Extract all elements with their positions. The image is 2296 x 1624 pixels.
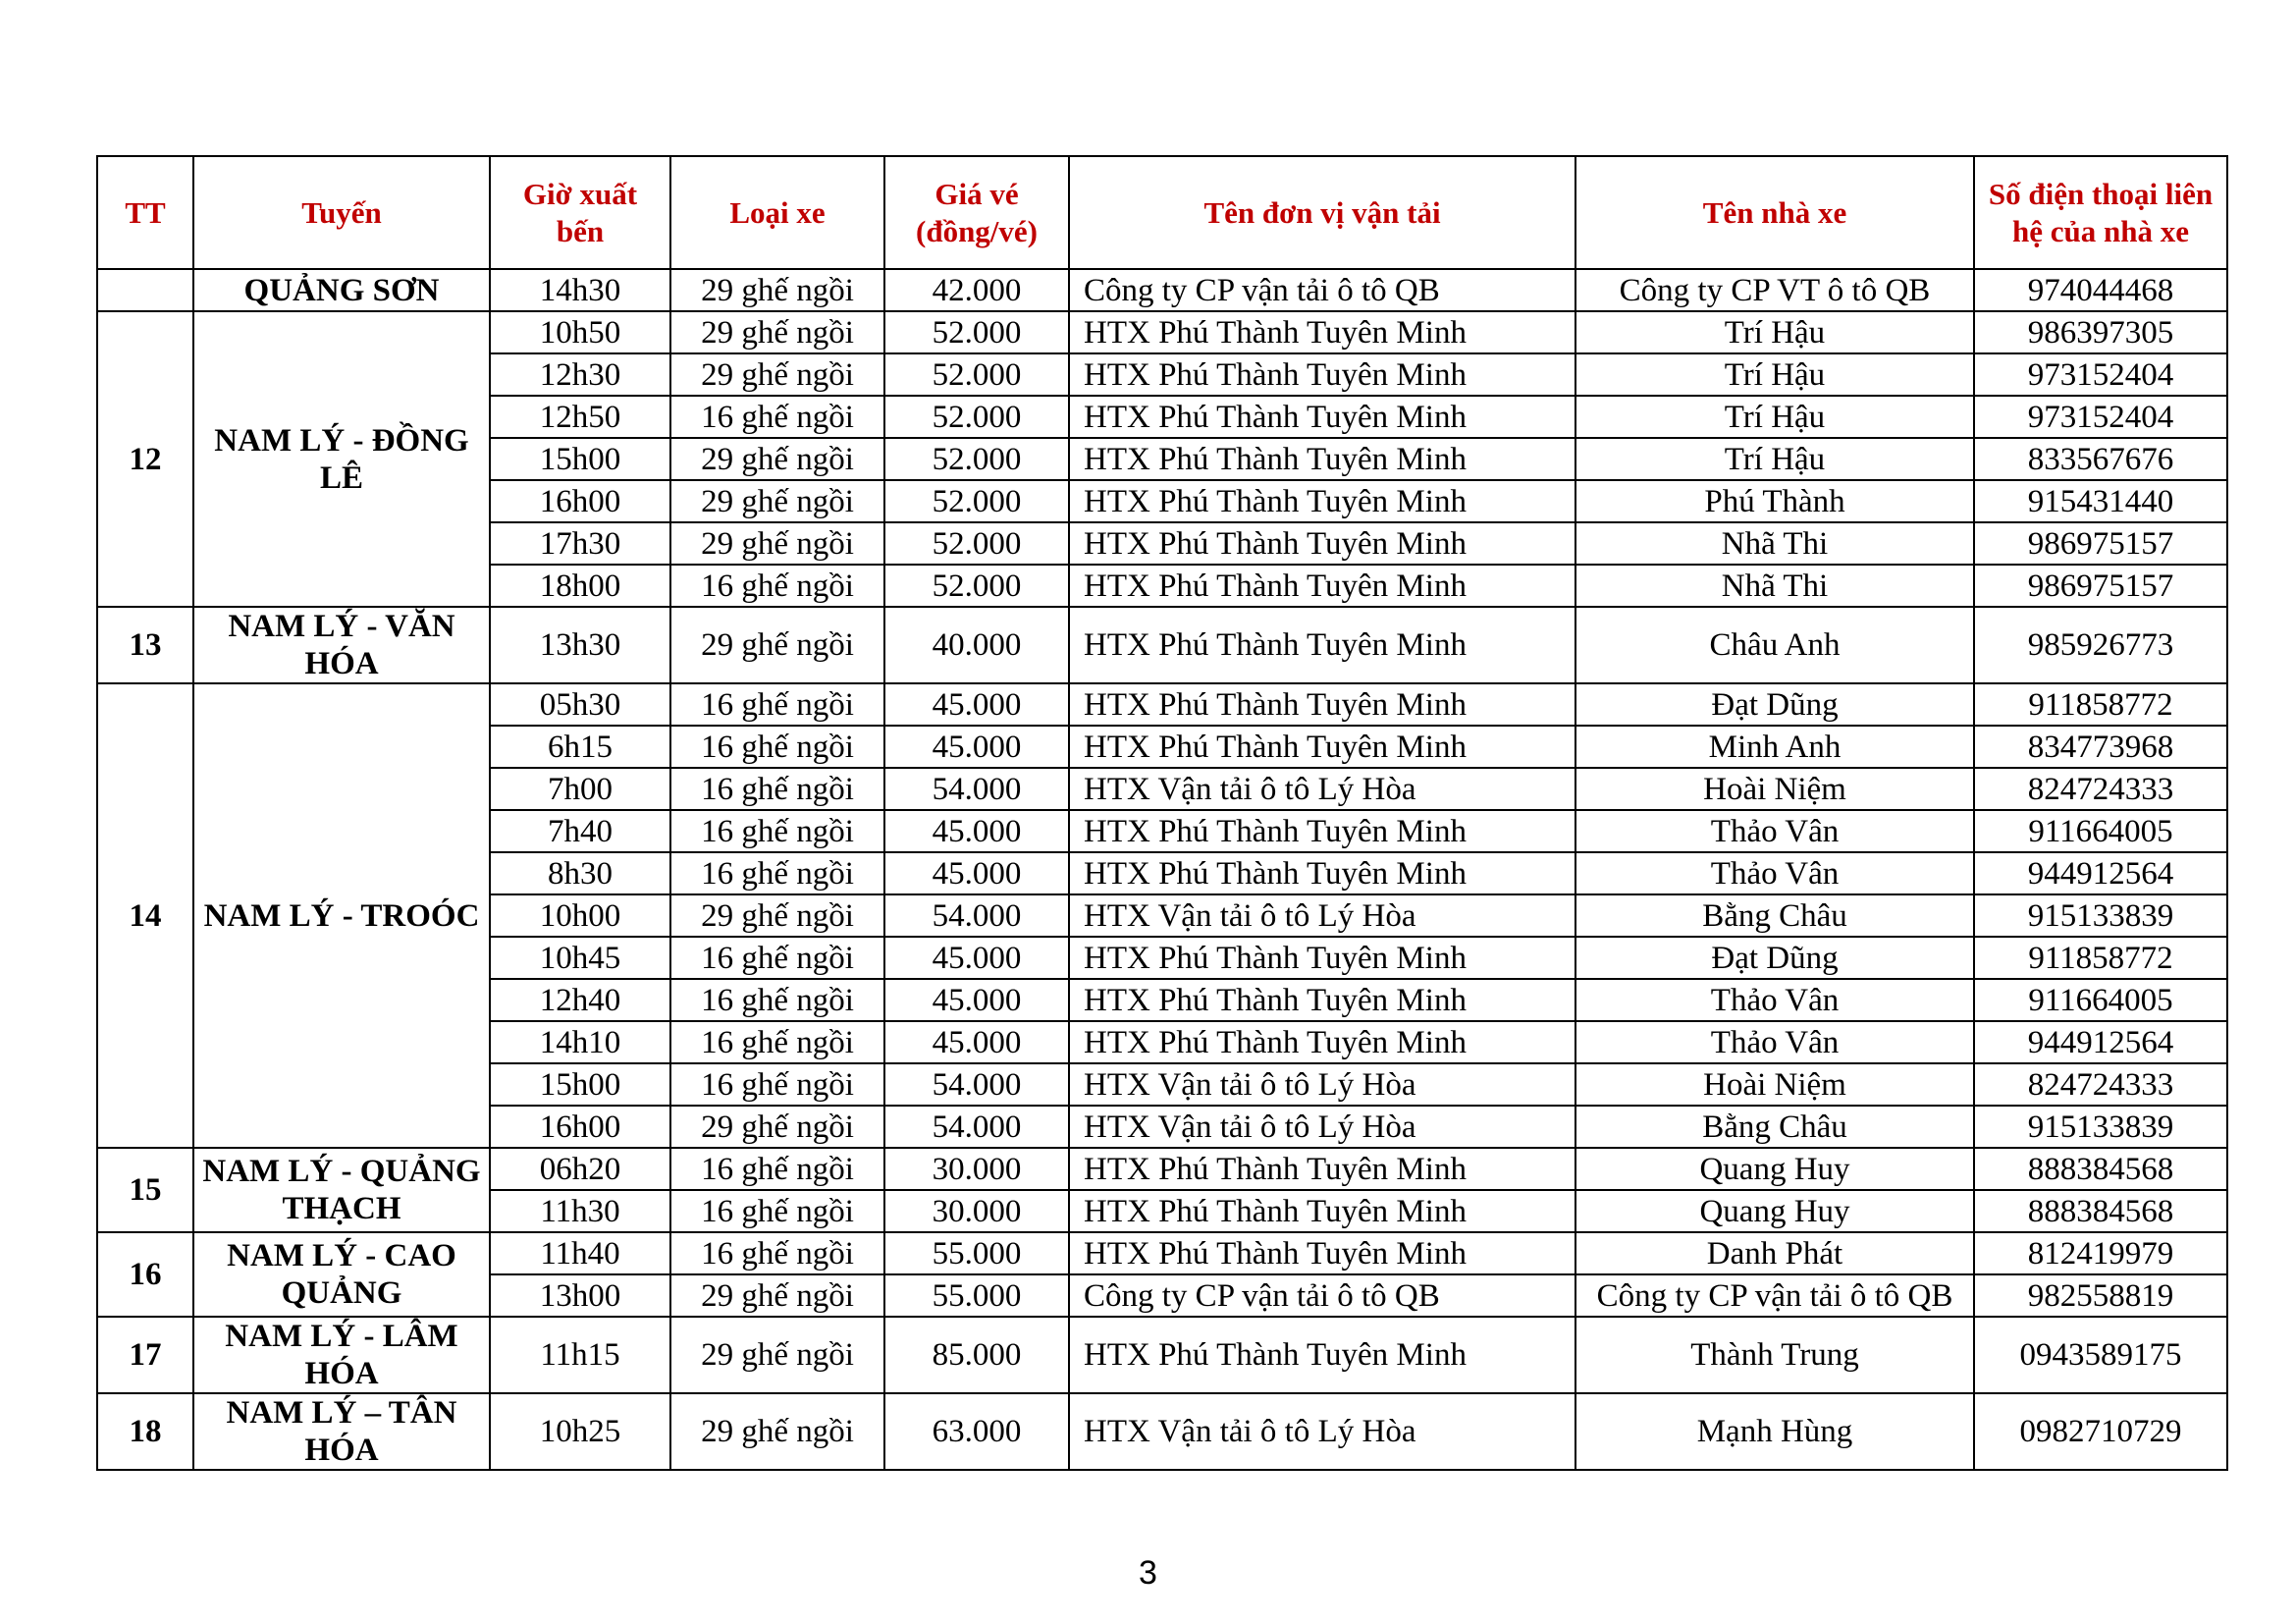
departure-time-cell: 12h50 [490, 396, 670, 438]
departure-time-cell: 14h10 [490, 1021, 670, 1063]
contact-phone-cell: 824724333 [1974, 768, 2227, 810]
contact-phone-cell: 824724333 [1974, 1063, 2227, 1106]
carrier-name-cell: Thảo Vân [1575, 1021, 1974, 1063]
route-name-cell: NAM LÝ - QUẢNG THẠCH [193, 1148, 490, 1232]
contact-phone-cell: 944912564 [1974, 1021, 2227, 1063]
table-row [97, 1232, 2227, 1274]
vehicle-type-cell: 29 ghế ngồi [670, 353, 884, 396]
contact-phone-cell: 973152404 [1974, 353, 2227, 396]
vehicle-type-cell: 29 ghế ngồi [670, 1274, 884, 1317]
departure-time-cell: 10h25 [490, 1393, 670, 1470]
transport-operator-cell: HTX Vận tải ô tô Lý Hòa [1069, 768, 1575, 810]
route-number-cell [97, 269, 193, 311]
ticket-price-cell: 45.000 [884, 726, 1069, 768]
carrier-name-cell: Thảo Vân [1575, 979, 1974, 1021]
route-name-cell: NAM LÝ – TÂN HÓA [193, 1393, 490, 1470]
contact-phone-cell: 986975157 [1974, 565, 2227, 607]
contact-phone-cell: 911858772 [1974, 937, 2227, 979]
departure-time-cell: 11h30 [490, 1190, 670, 1232]
carrier-name-cell: Trí Hậu [1575, 353, 1974, 396]
header-departure-time: Giờ xuất bến [490, 156, 670, 269]
route-name-cell: NAM LÝ - LÂM HÓA [193, 1317, 490, 1393]
transport-operator-cell: HTX Phú Thành Tuyên Minh [1069, 810, 1575, 852]
contact-phone-cell: 812419979 [1974, 1232, 2227, 1274]
ticket-price-cell: 54.000 [884, 1106, 1069, 1148]
vehicle-type-cell: 29 ghế ngồi [670, 522, 884, 565]
transport-operator-cell: HTX Phú Thành Tuyên Minh [1069, 607, 1575, 683]
carrier-name-cell: Hoài Niệm [1575, 1063, 1974, 1106]
transport-operator-cell: HTX Vận tải ô tô Lý Hòa [1069, 894, 1575, 937]
carrier-name-cell: Châu Anh [1575, 607, 1974, 683]
transport-operator-cell: HTX Phú Thành Tuyên Minh [1069, 565, 1575, 607]
transport-operator-cell: HTX Vận tải ô tô Lý Hòa [1069, 1106, 1575, 1148]
transport-operator-cell: HTX Phú Thành Tuyên Minh [1069, 979, 1575, 1021]
carrier-name-cell: Quang Huy [1575, 1190, 1974, 1232]
transport-operator-cell: HTX Phú Thành Tuyên Minh [1069, 1148, 1575, 1190]
route-name-cell: NAM LÝ - CAO QUẢNG [193, 1232, 490, 1317]
contact-phone-cell: 986975157 [1974, 522, 2227, 565]
vehicle-type-cell: 29 ghế ngồi [670, 438, 884, 480]
departure-time-cell: 05h30 [490, 683, 670, 726]
contact-phone-cell: 833567676 [1974, 438, 2227, 480]
vehicle-type-cell: 16 ghế ngồi [670, 768, 884, 810]
ticket-price-cell: 54.000 [884, 768, 1069, 810]
vehicle-type-cell: 29 ghế ngồi [670, 269, 884, 311]
vehicle-type-cell: 16 ghế ngồi [670, 683, 884, 726]
contact-phone-cell: 985926773 [1974, 607, 2227, 683]
transport-operator-cell: HTX Phú Thành Tuyên Minh [1069, 1190, 1575, 1232]
contact-phone-cell: 915431440 [1974, 480, 2227, 522]
table-row [97, 1317, 2227, 1393]
transport-operator-cell: HTX Vận tải ô tô Lý Hòa [1069, 1063, 1575, 1106]
page-number: 3 [1139, 1554, 1157, 1592]
transport-operator-cell: HTX Phú Thành Tuyên Minh [1069, 937, 1575, 979]
contact-phone-cell: 834773968 [1974, 726, 2227, 768]
vehicle-type-cell: 29 ghế ngồi [670, 480, 884, 522]
header-transport-operator: Tên đơn vị vận tải [1069, 156, 1575, 269]
route-number-cell: 12 [97, 311, 193, 607]
table-row [97, 607, 2227, 683]
carrier-name-cell: Công ty CP vận tải ô tô QB [1575, 1274, 1974, 1317]
route-name-cell: NAM LÝ - ĐỒNG LÊ [193, 311, 490, 607]
transport-operator-cell: Công ty CP vận tải ô tô QB [1069, 269, 1575, 311]
contact-phone-cell: 973152404 [1974, 396, 2227, 438]
departure-time-cell: 8h30 [490, 852, 670, 894]
departure-time-cell: 12h30 [490, 353, 670, 396]
vehicle-type-cell: 16 ghế ngồi [670, 1232, 884, 1274]
ticket-price-cell: 55.000 [884, 1274, 1069, 1317]
ticket-price-cell: 55.000 [884, 1232, 1069, 1274]
contact-phone-cell: 915133839 [1974, 894, 2227, 937]
ticket-price-cell: 52.000 [884, 396, 1069, 438]
carrier-name-cell: Thảo Vân [1575, 852, 1974, 894]
ticket-price-cell: 45.000 [884, 1021, 1069, 1063]
table-row [97, 683, 2227, 726]
transport-operator-cell: HTX Phú Thành Tuyên Minh [1069, 480, 1575, 522]
vehicle-type-cell: 16 ghế ngồi [670, 1021, 884, 1063]
vehicle-type-cell: 16 ghế ngồi [670, 1063, 884, 1106]
ticket-price-cell: 42.000 [884, 269, 1069, 311]
table-row [97, 311, 2227, 353]
carrier-name-cell: Phú Thành [1575, 480, 1974, 522]
ticket-price-cell: 45.000 [884, 810, 1069, 852]
vehicle-type-cell: 29 ghế ngồi [670, 311, 884, 353]
carrier-name-cell: Quang Huy [1575, 1148, 1974, 1190]
ticket-price-cell: 52.000 [884, 480, 1069, 522]
departure-time-cell: 10h00 [490, 894, 670, 937]
vehicle-type-cell: 16 ghế ngồi [670, 937, 884, 979]
ticket-price-cell: 54.000 [884, 894, 1069, 937]
table-row [97, 1393, 2227, 1470]
transport-operator-cell: HTX Phú Thành Tuyên Minh [1069, 683, 1575, 726]
vehicle-type-cell: 16 ghế ngồi [670, 810, 884, 852]
route-number-cell: 13 [97, 607, 193, 683]
ticket-price-cell: 30.000 [884, 1148, 1069, 1190]
header-ticket-price: Giá vé (đồng/vé) [884, 156, 1069, 269]
ticket-price-cell: 40.000 [884, 607, 1069, 683]
route-name-cell: NAM LÝ - TROÓC [193, 683, 490, 1148]
carrier-name-cell: Nhã Thi [1575, 522, 1974, 565]
schedule-body [97, 269, 2227, 1470]
table-row [97, 269, 2227, 311]
transport-operator-cell: HTX Phú Thành Tuyên Minh [1069, 726, 1575, 768]
carrier-name-cell: Đạt Dũng [1575, 683, 1974, 726]
route-number-cell: 14 [97, 683, 193, 1148]
departure-time-cell: 16h00 [490, 1106, 670, 1148]
vehicle-type-cell: 16 ghế ngồi [670, 1190, 884, 1232]
ticket-price-cell: 52.000 [884, 438, 1069, 480]
ticket-price-cell: 52.000 [884, 311, 1069, 353]
contact-phone-cell: 888384568 [1974, 1148, 2227, 1190]
transport-operator-cell: HTX Phú Thành Tuyên Minh [1069, 852, 1575, 894]
carrier-name-cell: Trí Hậu [1575, 311, 1974, 353]
ticket-price-cell: 85.000 [884, 1317, 1069, 1393]
departure-time-cell: 17h30 [490, 522, 670, 565]
vehicle-type-cell: 16 ghế ngồi [670, 1148, 884, 1190]
vehicle-type-cell: 16 ghế ngồi [670, 726, 884, 768]
vehicle-type-cell: 16 ghế ngồi [670, 565, 884, 607]
header-vehicle-type: Loại xe [670, 156, 884, 269]
contact-phone-cell: 888384568 [1974, 1190, 2227, 1232]
ticket-price-cell: 52.000 [884, 565, 1069, 607]
ticket-price-cell: 54.000 [884, 1063, 1069, 1106]
contact-phone-cell: 0943589175 [1974, 1317, 2227, 1393]
ticket-price-cell: 63.000 [884, 1393, 1069, 1470]
carrier-name-cell: Bằng Châu [1575, 1106, 1974, 1148]
transport-operator-cell: HTX Phú Thành Tuyên Minh [1069, 438, 1575, 480]
carrier-name-cell: Thành Trung [1575, 1317, 1974, 1393]
carrier-name-cell: Đạt Dũng [1575, 937, 1974, 979]
departure-time-cell: 13h00 [490, 1274, 670, 1317]
ticket-price-cell: 52.000 [884, 522, 1069, 565]
route-name-cell: NAM LÝ - VĂN HÓA [193, 607, 490, 683]
departure-time-cell: 15h00 [490, 1063, 670, 1106]
contact-phone-cell: 944912564 [1974, 852, 2227, 894]
carrier-name-cell: Nhã Thi [1575, 565, 1974, 607]
header-row [97, 156, 2227, 269]
bus-schedule-table [96, 155, 2228, 1471]
ticket-price-cell: 45.000 [884, 683, 1069, 726]
header-tt: TT [97, 156, 193, 269]
vehicle-type-cell: 29 ghế ngồi [670, 1106, 884, 1148]
transport-operator-cell: HTX Phú Thành Tuyên Minh [1069, 1317, 1575, 1393]
transport-operator-cell: HTX Phú Thành Tuyên Minh [1069, 1232, 1575, 1274]
departure-time-cell: 14h30 [490, 269, 670, 311]
departure-time-cell: 16h00 [490, 480, 670, 522]
carrier-name-cell: Thảo Vân [1575, 810, 1974, 852]
departure-time-cell: 10h45 [490, 937, 670, 979]
header-carrier-name: Tên nhà xe [1575, 156, 1974, 269]
departure-time-cell: 10h50 [490, 311, 670, 353]
contact-phone-cell: 986397305 [1974, 311, 2227, 353]
vehicle-type-cell: 29 ghế ngồi [670, 607, 884, 683]
departure-time-cell: 6h15 [490, 726, 670, 768]
route-number-cell: 16 [97, 1232, 193, 1317]
carrier-name-cell: Hoài Niệm [1575, 768, 1974, 810]
transport-operator-cell: HTX Phú Thành Tuyên Minh [1069, 522, 1575, 565]
contact-phone-cell: 982558819 [1974, 1274, 2227, 1317]
contact-phone-cell: 911858772 [1974, 683, 2227, 726]
vehicle-type-cell: 29 ghế ngồi [670, 1317, 884, 1393]
contact-phone-cell: 0982710729 [1974, 1393, 2227, 1470]
departure-time-cell: 7h40 [490, 810, 670, 852]
contact-phone-cell: 911664005 [1974, 810, 2227, 852]
departure-time-cell: 12h40 [490, 979, 670, 1021]
carrier-name-cell: Bằng Châu [1575, 894, 1974, 937]
departure-time-cell: 15h00 [490, 438, 670, 480]
carrier-name-cell: Minh Anh [1575, 726, 1974, 768]
carrier-name-cell: Trí Hậu [1575, 438, 1974, 480]
header-contact-phone: Số điện thoại liên hệ của nhà xe [1974, 156, 2227, 269]
departure-time-cell: 13h30 [490, 607, 670, 683]
ticket-price-cell: 52.000 [884, 353, 1069, 396]
route-number-cell: 18 [97, 1393, 193, 1470]
contact-phone-cell: 915133839 [1974, 1106, 2227, 1148]
departure-time-cell: 7h00 [490, 768, 670, 810]
header-route: Tuyến [193, 156, 490, 269]
vehicle-type-cell: 16 ghế ngồi [670, 852, 884, 894]
carrier-name-cell: Mạnh Hùng [1575, 1393, 1974, 1470]
ticket-price-cell: 45.000 [884, 979, 1069, 1021]
transport-operator-cell: HTX Vận tải ô tô Lý Hòa [1069, 1393, 1575, 1470]
departure-time-cell: 06h20 [490, 1148, 670, 1190]
transport-operator-cell: HTX Phú Thành Tuyên Minh [1069, 311, 1575, 353]
vehicle-type-cell: 29 ghế ngồi [670, 1393, 884, 1470]
vehicle-type-cell: 29 ghế ngồi [670, 894, 884, 937]
ticket-price-cell: 45.000 [884, 852, 1069, 894]
contact-phone-cell: 911664005 [1974, 979, 2227, 1021]
departure-time-cell: 11h15 [490, 1317, 670, 1393]
carrier-name-cell: Trí Hậu [1575, 396, 1974, 438]
transport-operator-cell: HTX Phú Thành Tuyên Minh [1069, 396, 1575, 438]
departure-time-cell: 11h40 [490, 1232, 670, 1274]
transport-operator-cell: HTX Phú Thành Tuyên Minh [1069, 353, 1575, 396]
departure-time-cell: 18h00 [490, 565, 670, 607]
transport-operator-cell: Công ty CP vận tải ô tô QB [1069, 1274, 1575, 1317]
route-number-cell: 17 [97, 1317, 193, 1393]
ticket-price-cell: 30.000 [884, 1190, 1069, 1232]
vehicle-type-cell: 16 ghế ngồi [670, 396, 884, 438]
contact-phone-cell: 974044468 [1974, 269, 2227, 311]
route-number-cell: 15 [97, 1148, 193, 1232]
ticket-price-cell: 45.000 [884, 937, 1069, 979]
transport-operator-cell: HTX Phú Thành Tuyên Minh [1069, 1021, 1575, 1063]
vehicle-type-cell: 16 ghế ngồi [670, 979, 884, 1021]
carrier-name-cell: Công ty CP VT ô tô QB [1575, 269, 1974, 311]
table-row [97, 1148, 2227, 1190]
carrier-name-cell: Danh Phát [1575, 1232, 1974, 1274]
route-name-cell: QUẢNG SƠN [193, 269, 490, 311]
